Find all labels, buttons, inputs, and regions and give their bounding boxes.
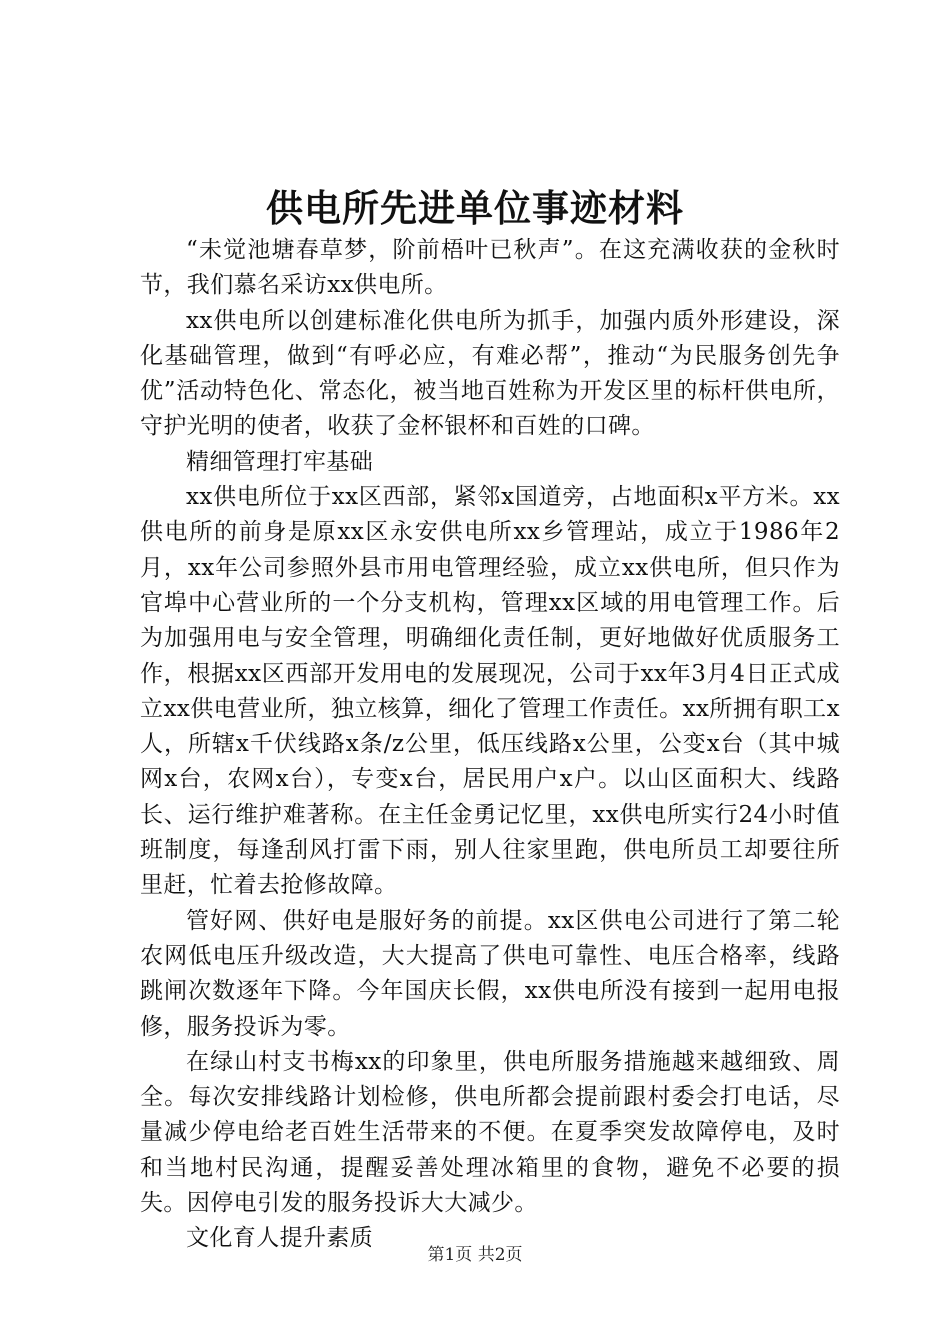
document-body [140,233,840,1257]
paragraph-intro: “未觉池塘春草梦，阶前梧叶已秋声”。在这充满收获的金秋时节，我们慕名采访xx供电所。 [140,237,840,299]
paragraph-service: 在绿山村支书梅xx的印象里，供电所服务措施越来越细致、周全。每次安排线路计划检修，供电所都会提前跟村委会打电话，尽量减少停电给老百姓生活带来的不便。在夏季突发故障停电，及时和当地村民沟通，提醒妥善处理冰箱里的食物，避免不必要的损失。因停电引发的服务投诉大大减少。 [140,1048,840,1217]
section-heading-management: 精细管理打牢基础 [186,448,374,475]
page-footer: 第1页 共2页 [427,1245,523,1265]
section-heading-culture: 文化育人提升素质 [186,1225,374,1252]
paragraph-history: xx供电所位于xx区西部，紧邻x国道旁，占地面积x平方米。xx供电所的前身是原xx区永安供电所xx乡管理站，成立于1986年2月，xx年公司参照外县市用电管理经验，成立xx供电所，但只作为官埠中心营业所的一个分支机构，管理xx区域的用电管理工作。后为加强用电与安全管理，明确细化责任制，更好地做好优质服务工作，根据xx区西部开发用电的发展现况，公司于xx年3月4日正式成立xx供电营业所，独立核算，细化了管理工作责任。xx所拥有职工x人，所辖x千伏线路x条/z公里，低压线路x公里，公变x台（其中城网x台，农网x台），专变x台，居民用户x户。以山区面积大、线路长、运行维护难著称。在主任金勇记忆里，xx供电所实行24小时值班制度，每逢刮风打雷下雨，别人往家里跑，供电所员工却要往所里赶，忙着去抢修故障。 [140,484,840,899]
document-title: 供电所先进单位事迹材料 [266,186,684,230]
paragraph-network: 管好网、供好电是服好务的前提。xx区供电公司进行了第二轮农网低电压升级改造，大大提高了供电可靠性、电压合格率，线路跳闸次数逐年下降。今年国庆长假，xx供电所没有接到一起用电报修，服务投诉为零。 [140,907,840,1040]
paragraph-overview: xx供电所以创建标准化供电所为抓手，加强内质外形建设，深化基础管理，做到“有呼必应，有难必帮”，推动“为民服务创先争优”活动特色化、常态化，被当地百姓称为开发区里的标杆供电所，守护光明的使者，收获了金杯银杯和百姓的口碑。 [140,307,840,440]
